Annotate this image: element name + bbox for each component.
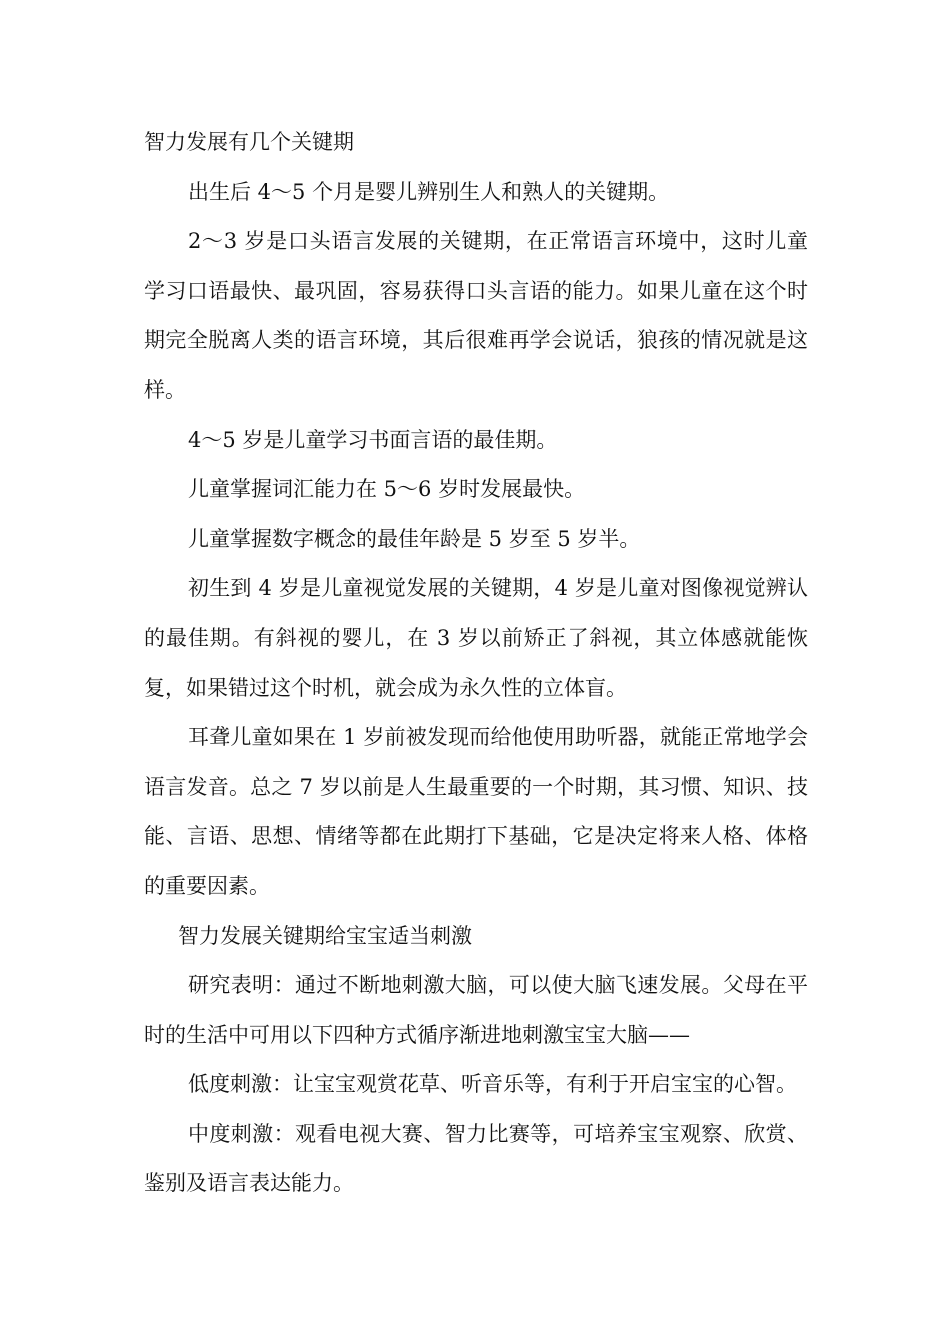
paragraph-oral-language-period: 2～3 岁是口头语言发展的关键期，在正常语言环境中，这时儿童学习口语最快、最巩固，容易获得口头言语的能力。如果儿童在这个时期完全脱离人类的语言环境，其后很难再学会说话，狼孩的情况就是这样。 [144,229,808,402]
paragraph-vocabulary-period: 儿童掌握词汇能力在 5～6 岁时发展最快。 [188,477,586,502]
paragraph-visual-period: 初生到 4 岁是儿童视觉发展的关键期，4 岁是儿童对图像视觉辨认的最佳期。有斜视的婴儿，在 3 岁以前矫正了斜视，其立体感就能恢复，如果错过这个时机，就会成为永久性的立体盲。 [144,576,808,700]
paragraph-medium-stimulation: 中度刺激：观看电视大赛、智力比赛等，可培养宝宝观察、欣赏、鉴别及语言表达能力。 [144,1121,808,1196]
paragraph-low-stimulation: 低度刺激：让宝宝观赏花草、听音乐等，有利于开启宝宝的心智。 [188,1072,797,1097]
section-heading-critical-periods: 智力发展有几个关键期 [144,130,354,154]
paragraph-written-language-period: 4～5 岁是儿童学习书面言语的最佳期。 [188,427,558,452]
paragraph-hearing-period: 耳聋儿童如果在 1 岁前被发现而给他使用助听器，就能正常地学会语言发音。总之 7 岁以前是人生最重要的一个时期，其习惯、知识、技能、言语、思想、情绪等都在此期打下基础，它是决定将来人格、体格的重要因素。 [144,725,808,898]
paragraph-research-intro: 研究表明：通过不断地刺激大脑，可以使大脑飞速发展。父母在平时的生活中可用以下四种方式循序渐进地刺激宝宝大脑—— [144,973,808,1047]
document-page [144,118,808,1209]
paragraph-number-concept-period: 儿童掌握数字概念的最佳年龄是 5 岁至 5 岁半。 [188,526,641,551]
paragraph-recognition-period: 出生后 4～5 个月是婴儿辨别生人和熟人的关键期。 [188,179,670,204]
section-heading-stimulation: 智力发展关键期给宝宝适当刺激 [178,923,472,948]
